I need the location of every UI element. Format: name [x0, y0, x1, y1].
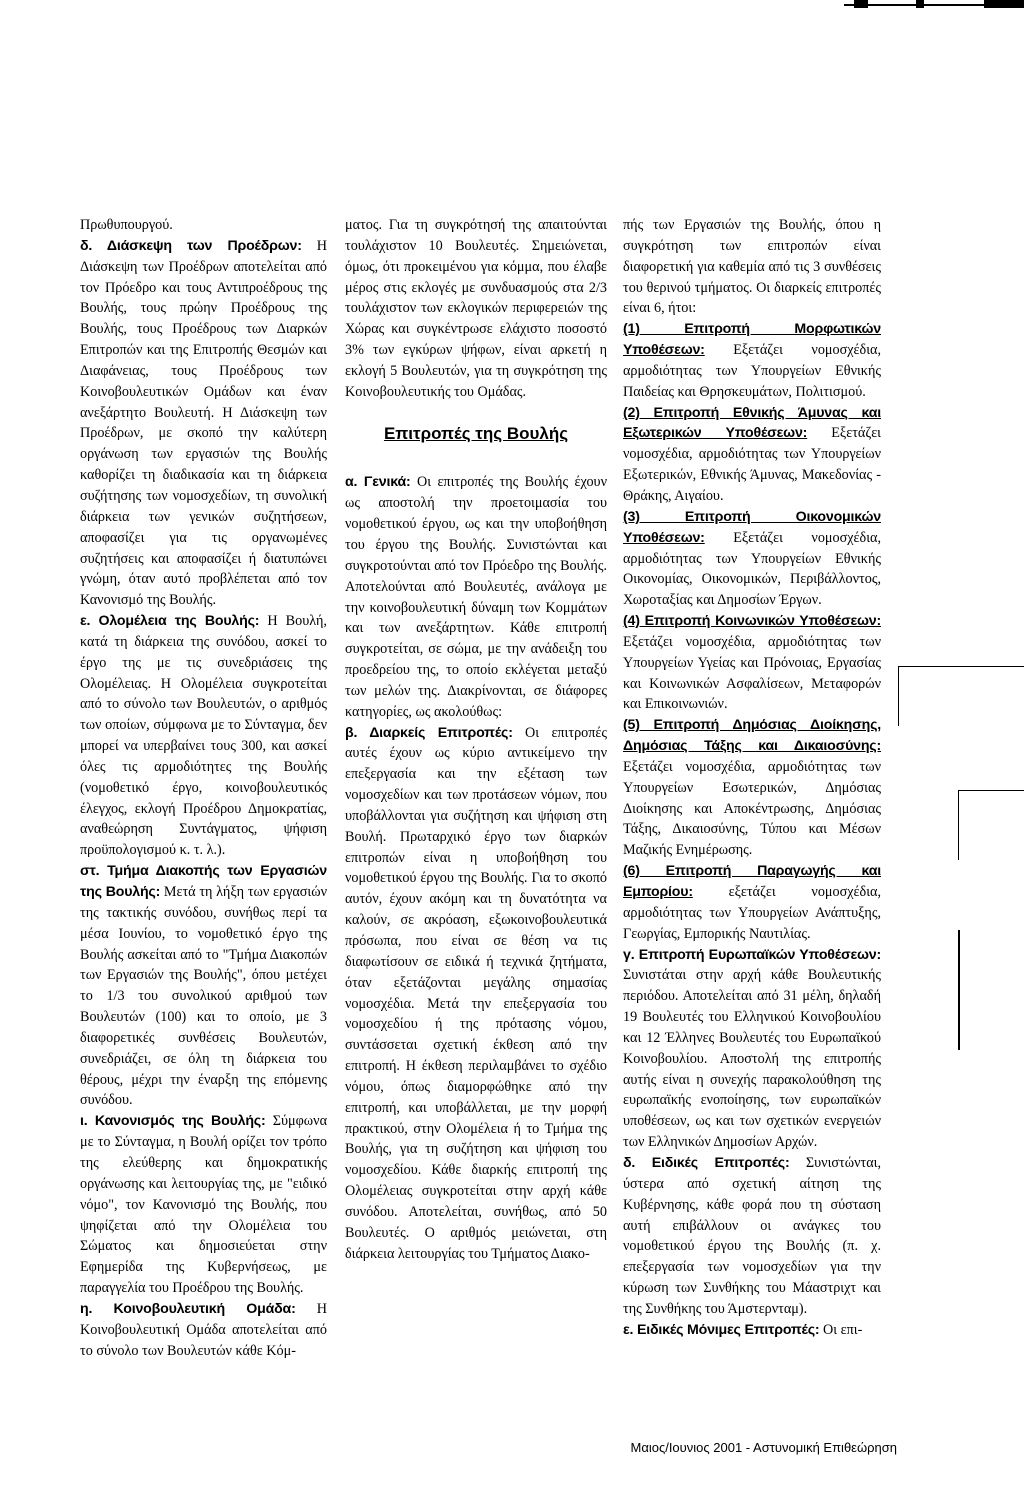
section-title: Επιτροπές της Βουλής — [383, 423, 569, 443]
paragraph-continuation-3: πής των Εργασιών της Βουλής, όπου η συγκρότηση των επιτροπών είναι διαφορετική για καθεμία από τις 3 συνθέσεις του θερινού τμήματος. Οι διαρκείς επιτροπές είναι 6, ήτοι: — [623, 217, 881, 317]
text-committee-1: Εξετάζει νομοσχέδια, αρμοδιότητας των Υπουργείων Εθνικής Παιδείας και Θρησκευμάτων, Πολιτισμού. — [623, 342, 881, 400]
paragraph-e-plenary — [80, 611, 327, 861]
committee-6 — [623, 861, 881, 944]
paragraph-g-european — [623, 945, 881, 1153]
text-e-permanent: Οι επι- — [819, 1321, 863, 1338]
paragraph-e-permanent — [623, 1320, 881, 1341]
text-d-special: Συνιστώνται, ύστερα από σχετική αίτηση της Κυβέρνησης, κάθε φορά που τη σύσταση αυτή επιβάλλουν οι ανάγκες του νομοθετικού έργου της Βουλής (π. χ. επεξεργασία των νομοσχεδίων για την κύρωση των Συνθήκης του Μάαστριχτ και της Συνθήκης του Άμστερνταμ). — [623, 1154, 881, 1317]
paragraph-i-rules — [80, 1111, 327, 1299]
committee-5 — [623, 715, 881, 861]
column-3 — [623, 215, 881, 1341]
text-g: Συνιστάται στην αρχή κάθε Βουλευτικής περιόδου. Αποτελείται από 31 μέλη, δηλαδή 19 Βουλευτές του Ελληνικού Κοινοβουλίου και 12 Έλληνες Βουλευτές του Ευρωπαϊκού Κοινοβουλίου. Αποστολή της επιτροπής αυτής είναι η συνεχής παρακολούθηση της ευρωπαϊκής ενοποίησης, των ευρωπαϊκών υποθέσεων, ως και των σχετικών ενεργειών των Ελληνικών Δημοσίων Αρχών. — [623, 967, 881, 1151]
text-d-2: Η Διάσκεψη των Προέδρων, με σκοπό την καλύτερη οργάνωση των εργασιών της Βουλής καθορίζει τη διαδικασία και τη διάρκεια συζήτησης των νομοσχεδίων, τη συνολική διάρκεια των γενικών συζητήσεων, αποφασίζει για τις οργανωμένες συζητήσεις και αποφασίζει ή διατυπώνει γνώμη, όταν αυτό προβλέπεται από τον Κανονισμό της Βουλής. — [80, 404, 327, 609]
text-committee-6: εξετάζει νομοσχέδια, αρμοδιότητας των Υπουργείων Ανάπτυξης, Γεωργίας, Εμπορικής Ναυτιλίας. — [623, 884, 881, 942]
top-edge-scan-mark — [844, 0, 1024, 10]
heading-i: ι. Κανονισμός της Βουλής: — [80, 1113, 266, 1130]
heading-st: στ. Τμήμα Διακοπής των Εργασιών της Βουλής: — [80, 863, 327, 900]
intro-paragraph: Πρωθυπουργού. — [80, 217, 173, 233]
text-h: Η Κοινοβουλευτική Ομάδα αποτελείται από το σύνολο των Βουλευτών κάθε Κόμ- — [80, 1300, 327, 1359]
paragraph-b-standing — [345, 723, 607, 1265]
text-committee-4: Εξετάζει νομοσχέδια, αρμοδιότητας των Υπουργείων Υγείας και Πρόνοιας, Εργασίας και Κοινωνικών Ασφαλίσεων, Μεταφορών και Επικοινωνιών. — [623, 633, 881, 713]
heading-committee-5: (5) Επιτροπή Δημόσιας Διοίκησης, Δημόσιας Τάξης και Δικαιοσύνης: — [623, 717, 881, 755]
text-d-1: Η Διάσκεψη των Προέδρων αποτελείται από τον Πρόεδρο και τους Αντιπροέδρους της Βουλής, τους πρώην Προέδρους της Βουλής, τους Προέδρους των Διαρκών Επιτροπών και της Επιτροπής Θεσμών και Διαφάνειας, τους Προέδρους των Κοινοβουλευτικών Ομάδων και έναν ανεξάρτητο Βουλευτή. — [80, 237, 328, 421]
committee-3 — [623, 507, 881, 611]
heading-g: γ. Επιτροπή Ευρωπαϊκών Υποθέσεων: — [623, 946, 881, 963]
heading-committee-3: (3) Επιτροπή Οικονομικών Υποθέσεων: — [623, 508, 881, 546]
paragraph-a-general — [345, 472, 607, 722]
text-a: Οι επιτροπές της Βουλής έχουν ως αποστολή την προετοιμασία του νομοθετικού έργου, ως και την υποβοήθηση του έργου της Βουλής. Συνιστώνται και συγκροτούνται από τον Πρόεδρο της Βουλής. Αποτελούνται από Βουλευτές, ανάλογα με την κοινοβουλευτική δύναμη των Κομμάτων και των ανεξάρτητων. Κάθε επιτροπή συγκροτείται, σε σώμα, με την ανάδειξη του προεδρείου της, το οποίο εκλέγεται μεταξύ των μελών της. Διακρίνονται, σε διάφορες κατηγορίες, ως ακολούθως: — [345, 474, 607, 720]
heading-d: δ. Διάσκεψη των Προέδρων: — [80, 237, 302, 254]
text-e: Η Βουλή, κατά τη διάρκεια της συνόδου, ασκεί το έργο της με τις συνεδριάσεις της Ολομέλειας. Η Ολομέλεια συγκροτείται από το σύνολο των Βουλευτών, ο αριθμός των οποίων, σύμφωνα με το Σύνταγμα, δεν μπορεί να υπερβαίνει τους 300, και ασκεί όλες τις αρμοδιότητες της Βουλής (νομοθετικό έργο, κοινοβουλευτικός έλεγχος, εκλογή Προέδρου Δημοκρατίας, αναθεώρηση Συντάγματος, ψήφιση προϋπολογισμού κ. τ. λ.). — [80, 613, 327, 859]
heading-e: ε. Ολομέλεια της Βουλής: — [80, 613, 260, 630]
text-committee-3: Εξετάζει νομοσχέδια, αρμοδιότητας των Υπουργείων Εθνικής Οικονομίας, Οικονομικών, Περιβάλλοντος, Χωροταξίας και Δημοσίων Έργων. — [623, 529, 881, 609]
paragraph-st-recess — [80, 861, 327, 1111]
heading-committee-2: (2) Επιτροπή Εθνικής Άμυνας και Εξωτερικών Υποθέσεων: — [623, 404, 881, 442]
text-b: Οι επιτροπές αυτές έχουν ως κύριο αντικείμενο την επεξεργασία και την εξέταση των νομοσχεδίων και των προτάσεων νόμων, που υποβάλλονται για συζήτηση και ψήφιση στη Βουλή. Πρωταρχικό έργο των διαρκών επιτροπών είναι η υποβοήθηση του νομοθετικού έργου της Βουλής. Για το σκοπό αυτόν, έχουν ακόμη και τη δυνατότητα να καλούν, σε ακρόαση, εξωκοινοβουλευτικά πρόσωπα, που είναι σε θέση να τις διαφωτίσουν σε ειδικά ή τεχνικά ζητήματα, όταν εξετάζονται μεγάλης σημασίας νομοσχέδια. Μετά την επεξεργασία του νομοσχεδίου ή της πρότασης νόμου, συντάσσεται σχετική έκθεση από την επιτροπή. Η έκθεση περιλαμβάνει το σχέδιο νόμου, όπως διαμορφώθηκε από την επιτροπή, και υποβάλλεται, με την μορφή πρακτικού, στην Ολομέλεια ή το Τμήμα της Βουλής, για τη συζήτηση και ψήφιση του νομοσχεδίου. Κάθε διαρκής επιτροπή της Ολομέλειας συγκροτείται στην αρχή κάθε συνόδου. Αποτελείται, συνήθως, από 50 Βουλευτές. Ο αριθμός μειώνεται, στη διάρκεια λειτουργίας του Τμήματος Διακο- — [345, 724, 607, 1262]
committee-2 — [623, 403, 881, 507]
paragraph-d-conference — [80, 236, 327, 611]
paragraph-d-special — [623, 1153, 881, 1320]
text-committee-5: Εξετάζει νομοσχέδια, αρμοδιότητας των Υπουργείων Εσωτερικών, Δημόσιας Διοίκησης και Αποκέντρωσης, Δημόσιας Τάξης, Δικαιοσύνης, Τύπου και Μέσων Μαζικής Ενημέρωσης. — [623, 758, 881, 859]
page-footer: Μαιος/Ιουνιος 2001 - Αστυνομική Επιθεώρηση — [630, 1440, 897, 1455]
paragraph-h-group — [80, 1299, 327, 1362]
committee-4 — [623, 611, 881, 715]
text-st: Μετά τη λήξη των εργασιών της τακτικής συνόδου, συνήθως περί τα μέσα Ιουνίου, το νομοθετικό έργο της Βουλής ασκείται από το "Τμήμα Διακοπών των Εργασιών της Βουλής", όπου μετέχει το 1/3 του συνολικού αριθμού των Βουλευτών (100) και το οποίο, με 3 διαφορετικές συνθέσεις Βουλευτών, συνεδριάζει, σε όλη τη διάρκεια του θέρους, μέχρι την έναρξη της επόμενης συνόδου. — [80, 884, 327, 1109]
heading-b: β. Διαρκείς Επιτροπές: — [345, 724, 513, 741]
text-i: Σύμφωνα με το Σύνταγμα, η Βουλή ορίζει τον τρόπο της ελεύθερης και δημοκρατικής οργάνωσης και λειτουργίας της, με "ειδικό νόμο", τον Κανονισμό της Βουλής, που ψηφίζεται από την Ολομέλεια του Σώματος και δημοσιεύεται στην Εφημερίδα της Κυβερνήσεως, με παραγγελία του Προέδρου της Βουλής. — [80, 1113, 327, 1297]
heading-a: α. Γενικά: — [345, 474, 411, 491]
column-2 — [345, 215, 607, 1265]
heading-committee-4: (4) Επιτροπή Κοινωνικών Υποθέσεων: — [623, 613, 881, 630]
text-committee-2: Εξετάζει νομοσχέδια, αρμοδιότητας των Υπουργείων Εξωτερικών, Εθνικής Άμυνας, Μακεδονίας - Θράκης, Αιγαίου. — [623, 425, 881, 504]
heading-h: η. Κοινοβουλευτική Ομάδα: — [80, 1300, 296, 1317]
committee-1 — [623, 319, 881, 402]
column-1 — [80, 215, 327, 1361]
heading-e-permanent: ε. Ειδικές Μόνιμες Επιτροπές: — [623, 1321, 820, 1338]
heading-committee-1: (1) Επιτροπή Μορφωτικών Υποθέσεων: — [623, 321, 881, 359]
paragraph-continuation: ματος. Για τη συγκρότησή της απαιτούνται τουλάχιστον 10 Βουλευτές. Σημειώνεται, όμως, ότι προκειμένου για κόμμα, που έλαβε μέρος στις εκλογές με συνδυασμούς στα 2/3 τουλάχιστον των εκλογικών περιφερειών της Χώρας και συγκέντρωσε ελάχιστο ποσοστό 3% των εγκύρων ψήφων, είναι αρκετή η εκλογή 5 Βουλευτών, για τη συγκρότηση της Κοινοβουλευτικής του Ομάδας. — [345, 217, 607, 400]
heading-d-special: δ. Ειδικές Επιτροπές: — [623, 1154, 790, 1171]
heading-committee-6: (6) Επιτροπή Παραγωγής και Εμπορίου: — [623, 863, 881, 900]
